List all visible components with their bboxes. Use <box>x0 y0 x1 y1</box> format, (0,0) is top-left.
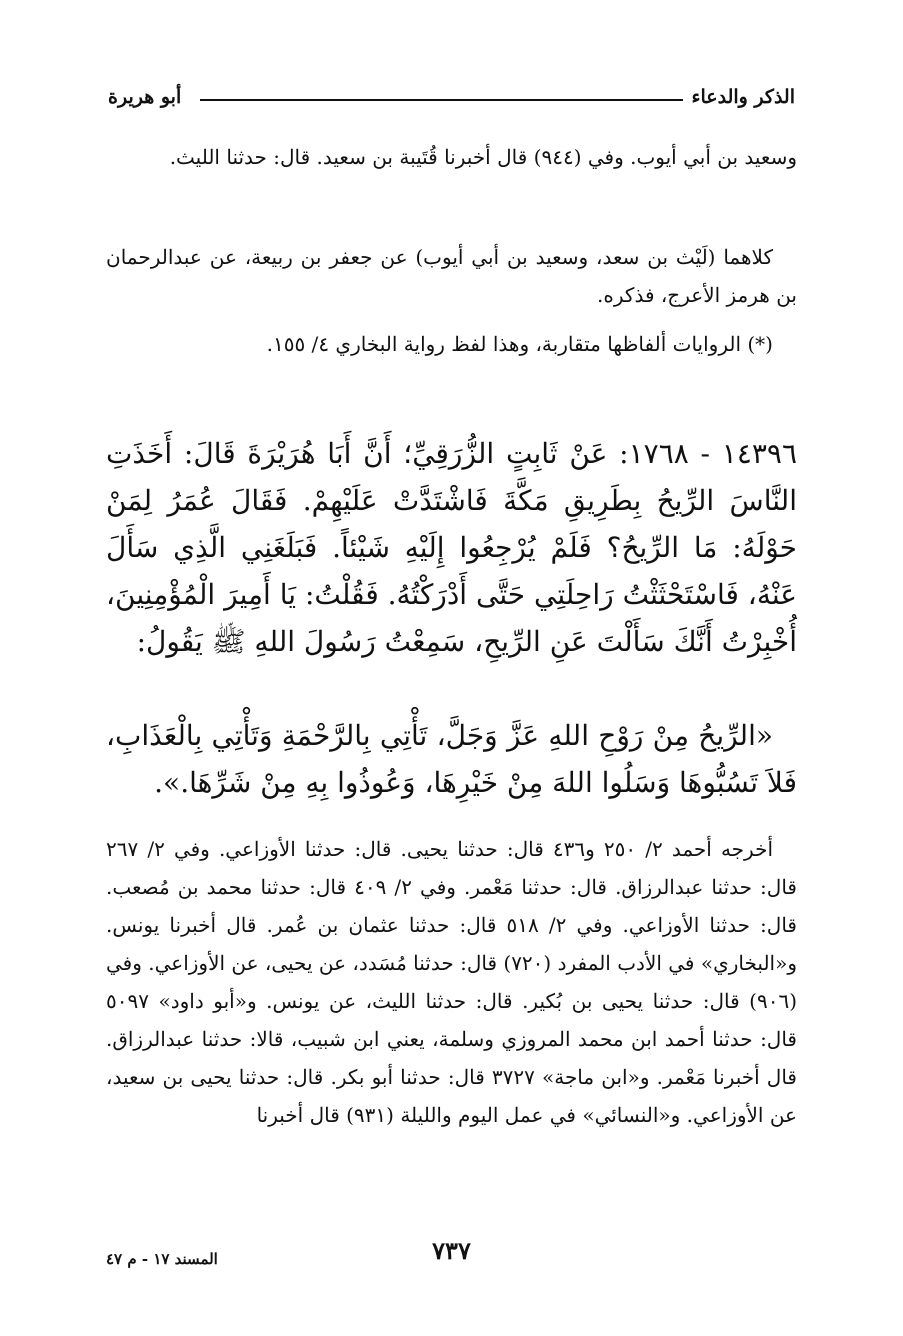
page-number: ٧٣٧ <box>432 1236 471 1265</box>
printer-signature: المسند ١٧ - م ٤٧ <box>106 1250 218 1268</box>
intro-paragraph-2: كلاهما (لَيْث بن سعد، وسعيد بن أبي أيوب) عن جعفر بن ربيعة، عن عبدالرحمان بن هرمز الأعرج، فذكره. <box>106 245 797 307</box>
hadith-text: ١٤٣٩٦ - ١٧٦٨: عَنْ ثَابِتٍ الزُّرَقِيِّ؛ أَنَّ أَبَا هُرَيْرَةَ قَالَ: أَخَذَتِ النَّاسَ الرِّيحُ بِطَرِيقِ مَكَّةَ فَاشْتَدَّتْ عَلَيْهِمْ. فَقَالَ عُمَرُ لِمَنْ حَوْلَهُ: مَا الرِّيحُ؟ فَلَمْ يُرْجِعُوا إِلَيْهِ شَيْئاً. فَبَلَغَنِي الَّذِي سَأَلَ عَنْهُ، فَاسْتَحْثَثْتُ رَاحِلَتِي حَتَّى أَدْرَكْتُهُ. فَقُلْتُ: يَا أَمِيرَ الْمُؤْمِنِينَ، أُخْبِرْتُ أَنَّكَ سَأَلْتَ عَنِ الرِّيحِ، سَمِعْتُ رَسُولَ اللهِ ﷺ يَقُولُ: <box>106 437 797 658</box>
intro-paragraph-1: وسعيد بن أبي أيوب. وفي (٩٤٤) قال أخبرنا قُتَيبة بن سعيد. قال: حدثنا الليث. <box>169 145 797 169</box>
takhrij-text: أخرجه أحمد ٢/ ٢٥٠ و٤٣٦ قال: حدثنا يحيى. قال: حدثنا الأوزاعي. وفي ٢/ ٢٦٧ قال: حدثنا عبدالرزاق. قال: حدثنا مَعْمر. وفي ٢/ ٤٠٩ قال: حدثنا محمد بن مُصعب. قال: حدثنا الأوزاعي. وفي ٢/ ٥١٨ قال: حدثنا عثمان بن عُمر. قال أخبرنا يونس. و«البخاري» في الأدب المفرد (٧٢٠) قال: حدثنا مُسَدد، عن يحيى، عن الأوزاعي. وفي (٩٠٦) قال: حدثنا يحيى بن بُكير. قال: حدثنا الليث، عن يونس. و«أبو داود» ٥٠٩٧ قال: حدثنا أحمد ابن محمد المروزي وسلمة، يعني ابن شبيب، قالا: حدثنا عبدالرزاق. قال أخبرنا مَعْمر. و«ابن ماجة» ٣٧٢٧ قال: حدثنا أبو بكر. قال: حدثنا يحيى بن سعيد، عن الأوزاعي. و«النسائي» في عمل اليوم والليلة (٩٣١) قال أخبرنا <box>105 837 797 1127</box>
section-title: أبو هريرة <box>108 86 182 108</box>
hadith-quote: «الرِّيحُ مِنْ رَوْحِ اللهِ عَزَّ وَجَلَّ، تَأْتِي بِالرَّحْمَةِ وَتَأْتِي بِالْعَذَابِ، فَلاَ تَسُبُّوهَا وَسَلُوا اللهَ مِنْ خَيْرِهَا، وَعُوذُوا بِهِ مِنْ شَرِّهَا.». <box>106 719 797 799</box>
running-header <box>108 86 795 116</box>
chapter-title: الذكر والدعاء <box>691 86 795 108</box>
page-footer <box>106 1236 797 1276</box>
footnote: (*) الروايات ألفاظها متقاربة، وهذا لفظ رواية البخاري ٤/ ١٥٥. <box>266 332 773 356</box>
header-rule <box>200 99 683 101</box>
